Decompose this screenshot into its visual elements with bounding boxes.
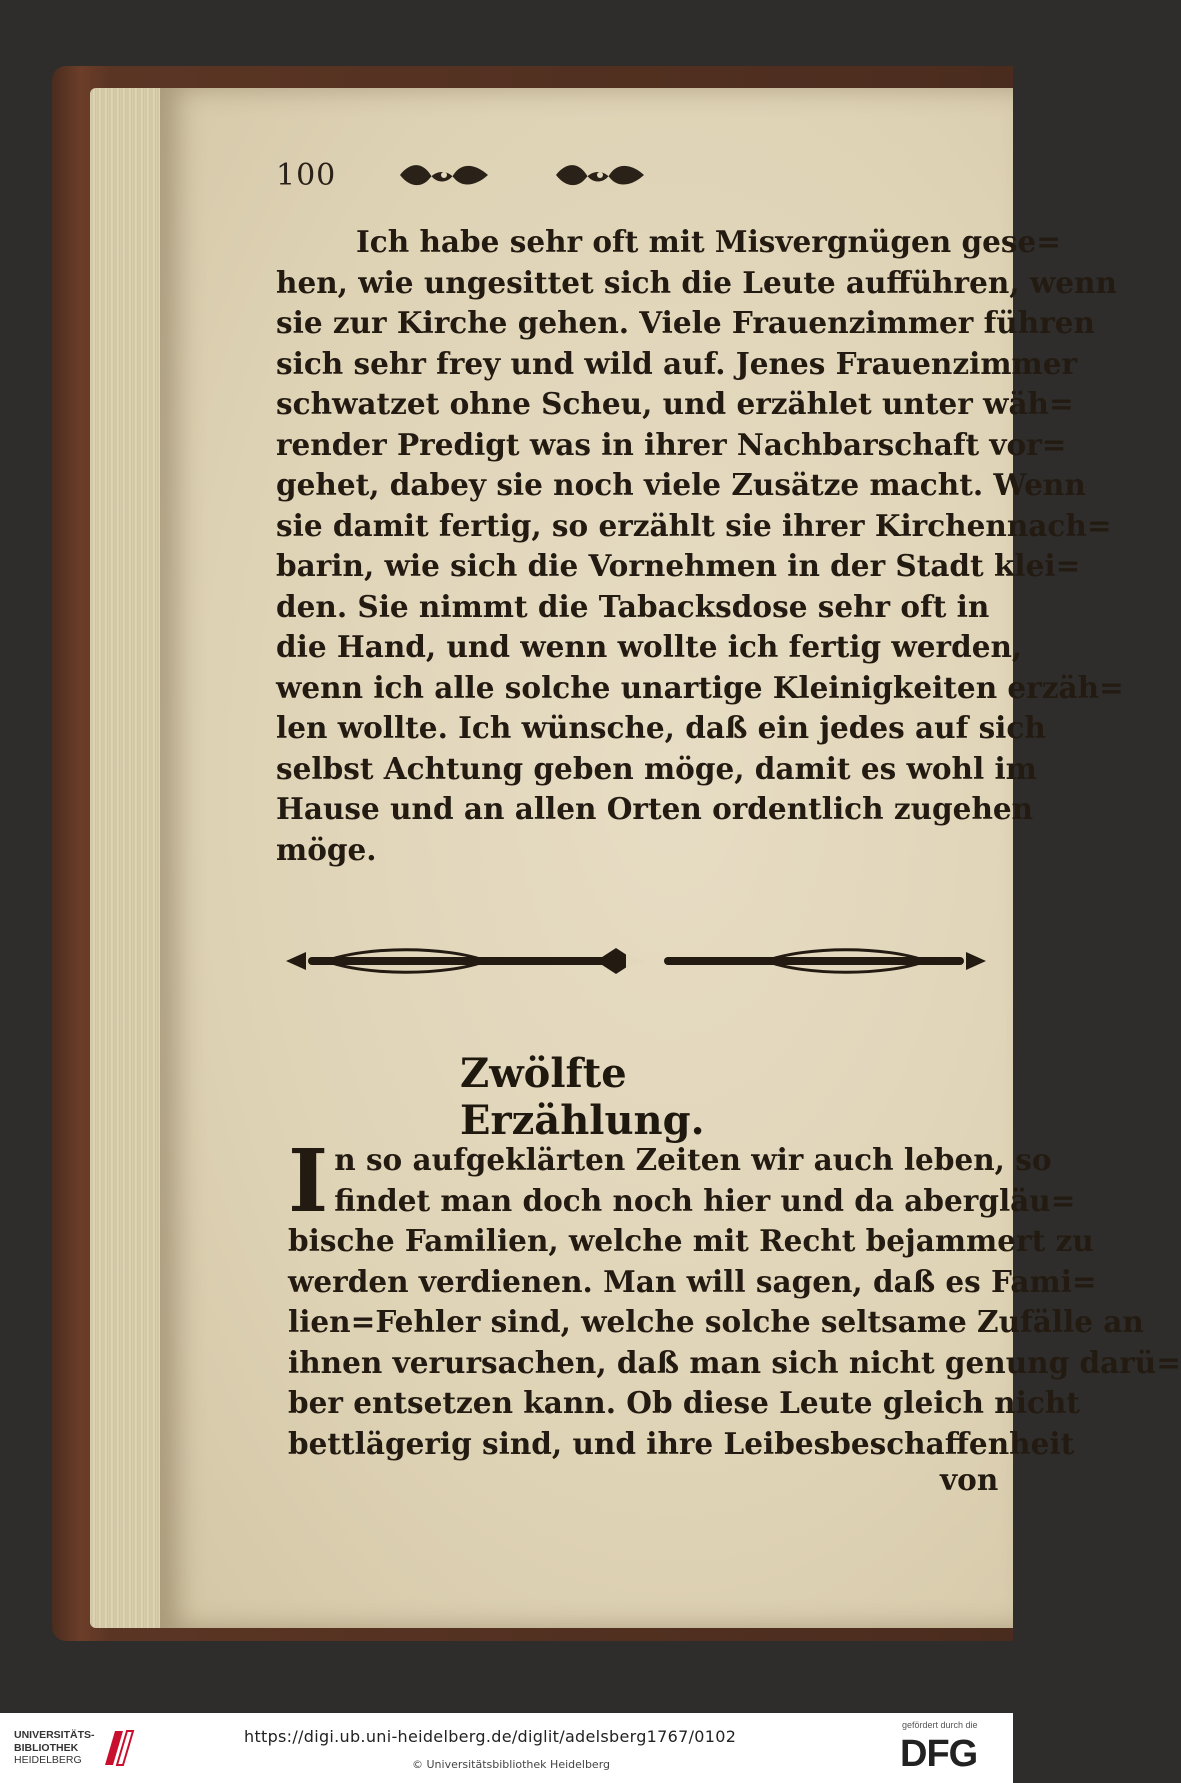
text-line: lien=Fehler sind, welche solche seltsame Zufälle an: [288, 1304, 1144, 1339]
text-line: gehet, dabey sie noch viele Zusätze macht. Wenn: [276, 467, 1086, 502]
header-ornament-icon: [396, 160, 492, 190]
text-line: render Predigt was in ihrer Nachbarschaft vor=: [276, 426, 1067, 462]
text-line: barin, wie sich die Vornehmen in der Stadt klei=: [276, 548, 1081, 583]
library-logo[interactable]: [14, 1725, 137, 1771]
text-line: n so aufgeklärten Zeiten wir auch leben, so: [334, 1142, 1052, 1177]
text-line: sich sehr frey und wild auf. Jenes Frauenzimmer: [276, 345, 1078, 381]
text-line: werden verdienen. Man will sagen, daß es Fami=: [288, 1263, 1097, 1299]
page-header: [276, 150, 816, 200]
funded-by-label: gefördert durch die: [902, 1720, 978, 1730]
text-line: den. Sie nimmt die Tabacksdose sehr oft in: [276, 588, 990, 624]
text-line: Ich habe sehr oft mit Misvergnügen gese=: [356, 224, 1061, 259]
text-line: schwatzet ohne Scheu, und erzählet unter wäh=: [276, 386, 1074, 421]
header-ornament-icon: [552, 160, 648, 190]
text-line: möge.: [276, 831, 377, 867]
text-line: hen, wie ungesittet sich die Leute aufführen, wenn: [276, 264, 1117, 300]
text-line: sie damit fertig, so erzählt sie ihrer Kirchennach=: [276, 507, 1112, 543]
drop-cap: I: [288, 1131, 329, 1232]
library-emblem-icon: [101, 1725, 137, 1771]
library-logo-text: [14, 1729, 95, 1767]
text-line: ihnen verursachen, daß man sich nicht genung darü=: [288, 1344, 1181, 1380]
catchword: von: [940, 1462, 999, 1497]
text-line: die Hand, und wenn wollte ich fertig werden,: [276, 629, 1023, 664]
paragraph-2: [288, 1131, 1181, 1464]
text-line: ber entsetzen kann. Ob diese Leute gleich nicht: [288, 1385, 1080, 1420]
text-line: bettlägerig sind, und ihre Leibesbeschaffenheit: [288, 1425, 1075, 1461]
text-line: bische Familien, welche mit Recht bejammert zu: [288, 1223, 1094, 1258]
text-line: selbst Achtung geben möge, damit es wohl im: [276, 750, 1037, 786]
dfg-logo[interactable]: DFG: [900, 1733, 978, 1775]
text-line: wenn ich alle solche unartige Kleinigkeiten erzäh=: [276, 669, 1124, 705]
text-line: sie zur Kirche gehen. Viele Frauenzimmer führen: [276, 305, 1095, 340]
text-line: len wollte. Ich wünsche, daß ein jedes auf sich: [276, 710, 1046, 745]
page-number: 100: [276, 157, 337, 193]
paragraph-1: [276, 222, 1124, 870]
logo-line: HEIDELBERG: [14, 1754, 82, 1767]
logo-line: BIBLIOTHEK: [14, 1741, 79, 1754]
permalink-url[interactable]: https://digi.ub.uni-heidelberg.de/diglit/adelsberg1767/0102: [244, 1727, 737, 1746]
copyright-text: © Universitätsbibliothek Heidelberg: [412, 1758, 611, 1771]
logo-line: UNIVERSITÄTS-: [14, 1729, 95, 1742]
text-line: findet man doch noch hier und da abergläu=: [334, 1182, 1076, 1218]
text-line: Hause und an allen Orten ordentlich zugehen: [276, 791, 1034, 826]
chapter-title: Zwölfte Erzählung.: [460, 1050, 705, 1144]
ornamental-divider-icon: [286, 940, 986, 982]
footer-bar: [0, 1713, 1013, 1783]
